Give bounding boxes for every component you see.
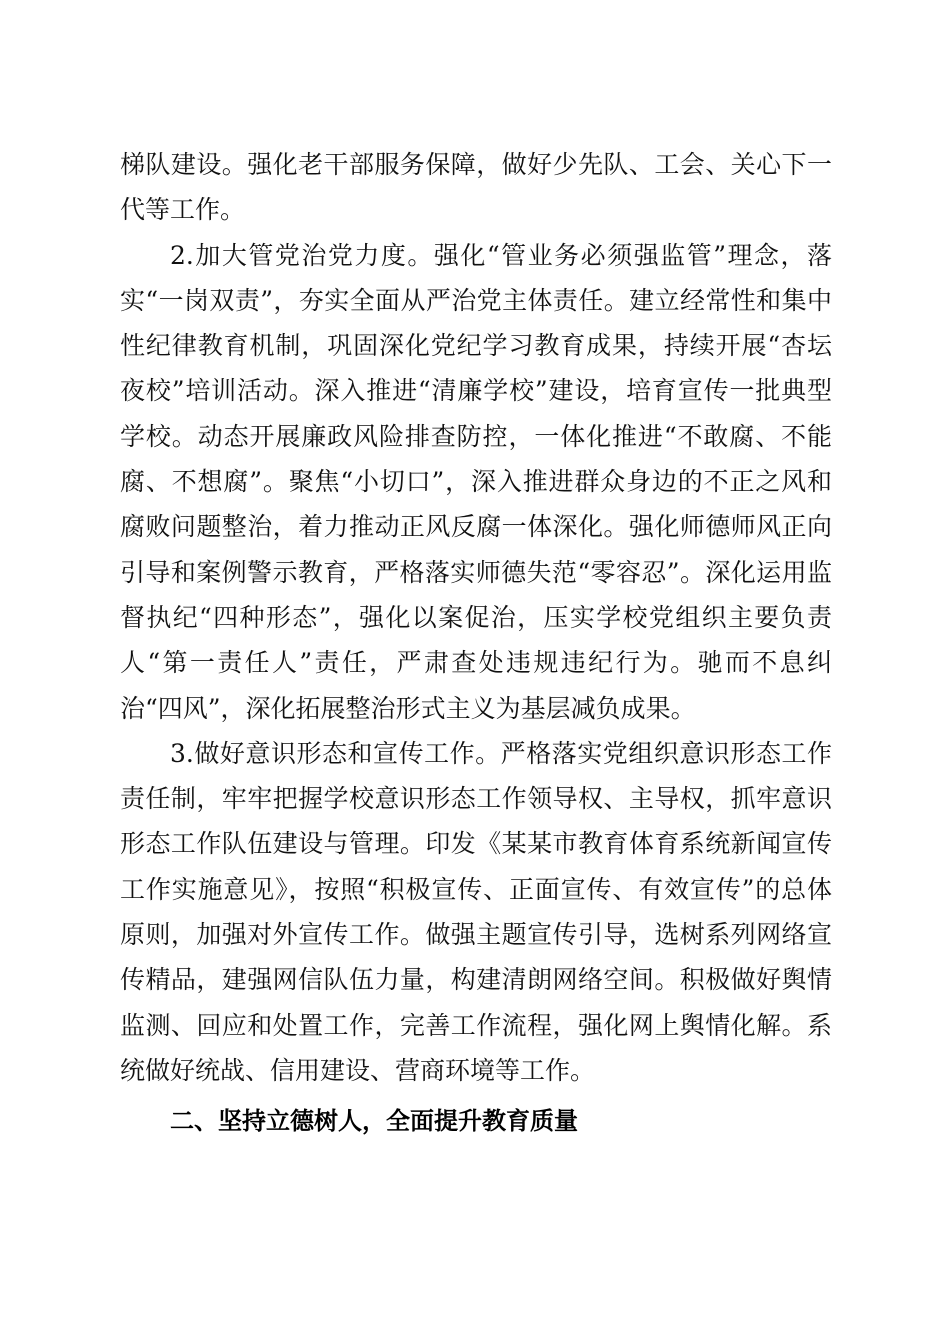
document-body <box>120 142 832 1145</box>
paragraph-continuation: 梯队建设。强化老干部服务保障，做好少先队、工会、关心下一代等工作。 <box>120 150 832 225</box>
paragraph-party-governance: 2.加大管党治党力度。强化“管业务必须强监管”理念，落实“一岗双责”，夯实全面从严治党主体责任。建立经常性和集中性纪律教育机制，巩固深化党纪学习教育成果，持续开展“杏坛夜校”培训活动。深入推进“清廉学校”建设，培育宣传一批典型学校。动态开展廉政风险排查防控，一体化推进“不敢腐、不能腐、不想腐”。聚焦“小切口”，深入推进群众身边的不正之风和腐败问题整治，着力推动正风反腐一体深化。强化师德师风正向引导和案例警示教育，严格落实师德失范“零容忍”。深化运用监督执纪“四种形态”，强化以案促治，压实学校党组织主要负责人“第一责任人”责任，严肃查处违规违纪行为。驰而不息纠治“四风”，深化拓展整治形式主义为基层减负成果。 <box>120 240 832 723</box>
paragraph-ideology-publicity: 3.做好意识形态和宣传工作。严格落实党组织意识形态工作责任制，牢牢把握学校意识形态工作领导权、主导权，抓牢意识形态工作队伍建设与管理。印发《某某市教育体育系统新闻宣传工作实施意见》，按照“积极宣传、正面宣传、有效宣传”的总体原则，加强对外宣传工作。做强主题宣传引导，选树系列网络宣传精品，建强网信队伍力量，构建清朗网络空间。积极做好舆情监测、回应和处置工作，完善工作流程，强化网上舆情化解。系统做好统战、信用建设、营商环境等工作。 <box>120 738 832 1085</box>
section-heading: 二、坚持立德树人，全面提升教育质量 <box>170 1107 578 1136</box>
